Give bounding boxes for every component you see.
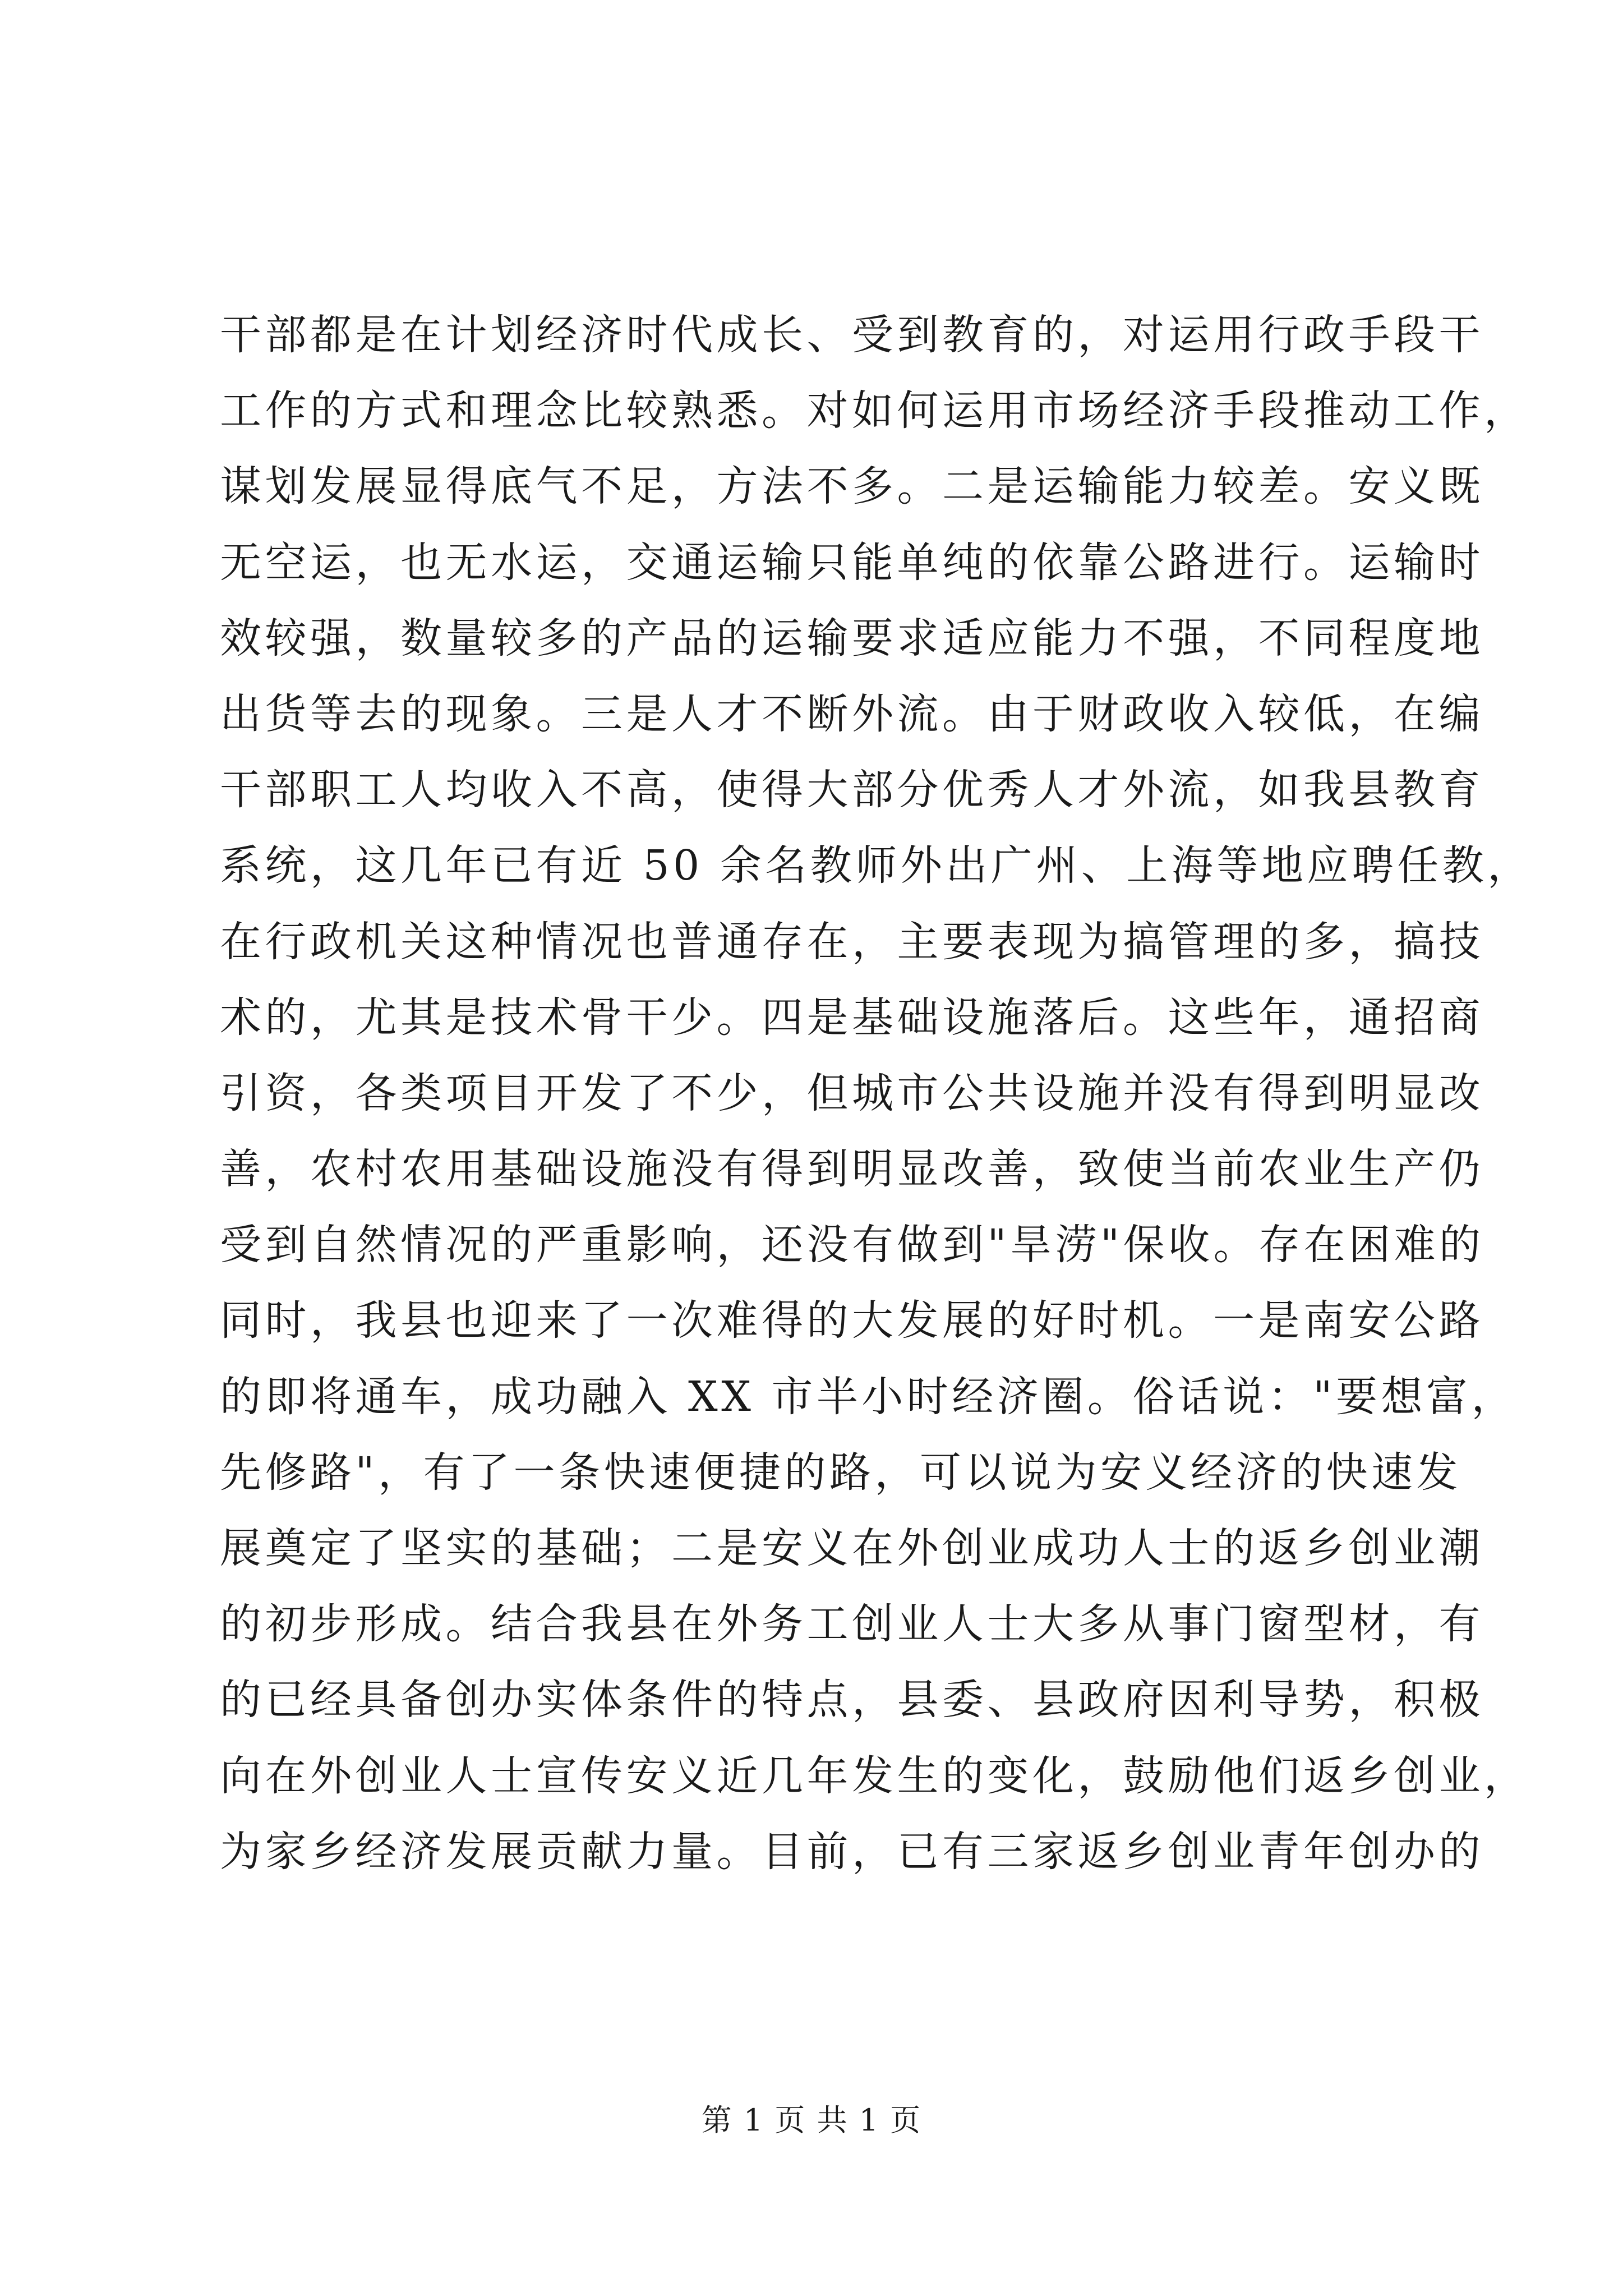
text-line: 的已经具备创办实体条件的特点，县委、县政府因利导势，积极 [220, 1676, 1484, 1724]
text-line: 为家乡经济发展贡献力量。目前，已有三家返乡创业青年创办的 [220, 1827, 1484, 1876]
text-line: 系统，这几年已有近 50 余名教师外出广州、上海等地应聘任教， [220, 841, 1533, 890]
body-text [220, 297, 1533, 1890]
text-line: 术的，尤其是技术骨干少。四是基础设施落后。这些年，通招商 [220, 993, 1484, 1042]
page-number: 第 1 页 共 1 页 [701, 2102, 922, 2138]
page-footer [0, 2101, 1623, 2140]
text-line: 受到自然情况的严重影响，还没有做到"旱涝"保收。存在困难的 [220, 1221, 1484, 1269]
text-line: 干部都是在计划经济时代成长、受到教育的，对运用行政手段干 [220, 311, 1484, 359]
text-line: 干部职工人均收入不高，使得大部分优秀人才外流，如我县教育 [220, 766, 1484, 815]
text-line: 展奠定了坚实的基础；二是安义在外创业成功人士的返乡创业潮 [220, 1524, 1484, 1572]
text-line: 向在外创业人士宣传安义近几年发生的变化，鼓励他们返乡创业， [220, 1751, 1529, 1800]
text-line: 同时，我县也迎来了一次难得的大发展的好时机。一是南安公路 [220, 1296, 1484, 1345]
text-line: 引资，各类项目开发了不少，但城市公共设施并没有得到明显改 [220, 1069, 1484, 1117]
text-line: 效较强，数量较多的产品的运输要求适应能力不强，不同程度地 [220, 614, 1484, 662]
text-line: 先修路"，有了一条快速便捷的路，可以说为安义经济的快速发 [220, 1448, 1462, 1497]
text-line: 出货等去的现象。三是人才不断外流。由于财政收入较低，在编 [220, 689, 1484, 738]
text-line: 无空运，也无水运，交通运输只能单纯的依靠公路进行。运输时 [220, 538, 1484, 587]
text-line: 谋划发展显得底气不足，方法不多。二是运输能力较差。安义既 [220, 462, 1484, 511]
text-line: 在行政机关这种情况也普通存在，主要表现为搞管理的多，搞技 [220, 917, 1484, 966]
text-line: 工作的方式和理念比较熟悉。对如何运用市场经济手段推动工作， [220, 386, 1529, 435]
text-line: 的即将通车，成功融入 XX 市半小时经济圈。俗话说："要想富， [220, 1372, 1516, 1421]
text-line: 善，农村农用基础设施没有得到明显改善，致使当前农业生产仍 [220, 1145, 1484, 1194]
text-line: 的初步形成。结合我县在外务工创业人士大多从事门窗型材，有 [220, 1600, 1484, 1649]
